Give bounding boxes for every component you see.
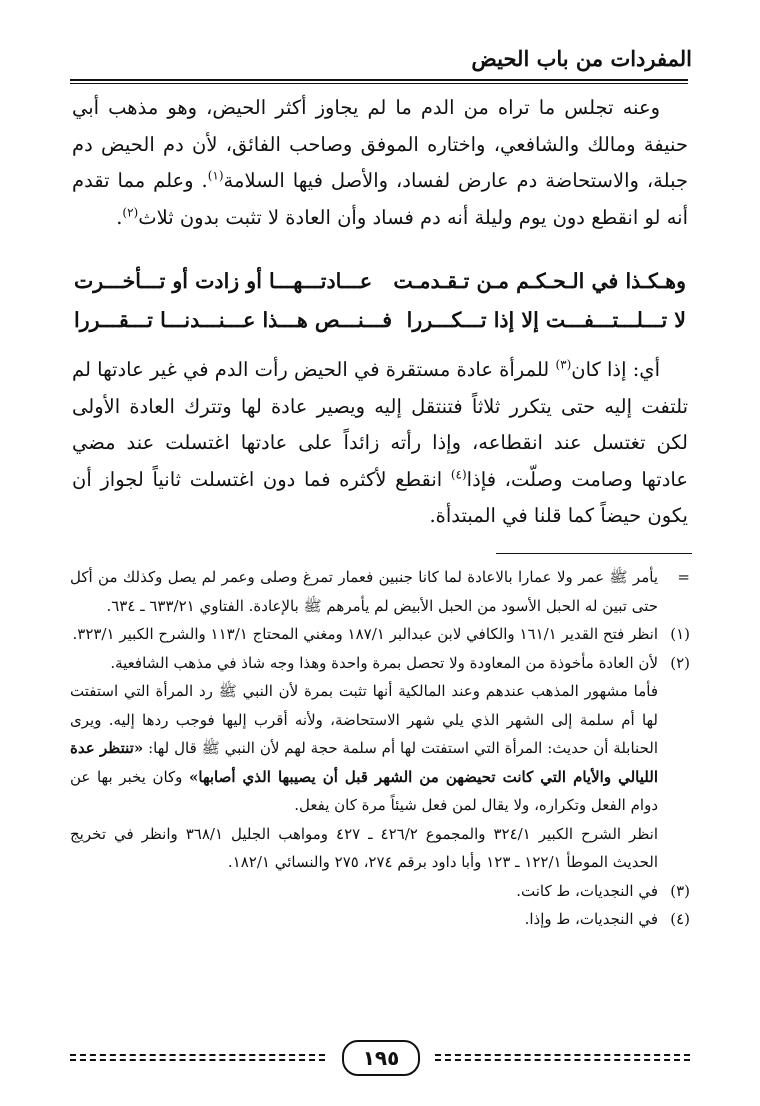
footnote-1-number: (١)	[670, 625, 690, 643]
footer-rule-right	[435, 1054, 690, 1056]
paragraph-1-end: .	[116, 205, 123, 229]
footnote-2-text: لأن العادة مأخوذة من المعاودة ولا تحصل بمرة واحدة وهذا وجه شاذ في مذهب الشافعية.	[110, 653, 658, 672]
footnotes	[70, 563, 690, 934]
footnote-4-number: (٤)	[670, 910, 690, 928]
verse-2-first-hemistich: لا تـــلـــتـــفـــت إلا إذا تـــكـــررا	[406, 308, 686, 332]
footnote-ref-4: (٤)	[450, 467, 467, 481]
footnote-ref-3: (٣)	[555, 357, 572, 372]
footnote-ref-2: (٢)	[122, 205, 139, 219]
footnote-1-text: انظر فتح القدير ١٦١/١ والكافي لابن عبدالبر ١٨٧/١ ومغني المحتاج ١١٣/١ والشرح الكبير ٣٢٣/١.	[72, 625, 658, 643]
verse-1-second-hemistich: عـــادتـــهـــا أو زادت أو تـــأخـــرت	[74, 269, 373, 293]
footnote-2-paragraph-2	[70, 677, 690, 820]
footer-rule-left-2	[70, 1059, 325, 1061]
page-footer	[70, 1040, 690, 1080]
verse-1-first-hemistich: وهـكـذا في الـحـكـم مـن تـقـدمـت	[393, 269, 686, 293]
footnote-2	[70, 649, 690, 678]
hadith-quote: «تنتظر عدة الليالي والأيام التي كانت تحيضهن من الشهر قبل أن يصيبها الذي أصابها»	[70, 739, 658, 786]
footnote-continuation	[70, 563, 690, 620]
footnote-2-number: (٢)	[670, 653, 690, 672]
explanation-text	[72, 352, 688, 535]
page-number: ١٩٥	[342, 1040, 420, 1076]
footnote-3-number: (٣)	[670, 881, 690, 900]
continuation-marker: =	[677, 568, 690, 586]
footnote-1	[70, 620, 690, 649]
explanation-text-3: انقطع لأكثره فما دون اغتسلت ثانياً لجواز أن يكون حيضاً كما قلنا في المبتدأة.	[72, 467, 688, 527]
footnote-ref-1: (١)	[207, 168, 224, 183]
paragraph-1-text: وعنه تجلس ما تراه من الدم ما لم يجاوز أكثر الحيض، وهو مذهب أبي حنيفة ومالك والشافعي، واختاره الموفق وصاحب الفائق، لأن دم الحيض دم جبلة، والاستحاضة دم عارض لفساد، والأصل فيها السلامة	[72, 96, 689, 192]
verse-2-second-hemistich: فـــنـــص هـــذا عـــنـــدنـــا تـــقـــررا	[74, 308, 393, 332]
footnote-4	[70, 905, 690, 934]
footnote-2-paragraph-3: انظر الشرح الكبير ٣٢٤/١ والمجموع ٤٢٦/٢ ـ ٤٢٧ ومواهب الجليل ٣٦٨/١ وانظر في تخريج الحديث الموطأ ١٢٢/١ ـ ١٢٣ وأبا داود برقم ٢٧٤، ٢٧٥ والنسائي ١٨٢/١.	[70, 824, 658, 871]
explanation-paragraph	[72, 352, 688, 535]
footnote-2-para-2-text-cont: وكان يخبر بها عن دوام الفعل وتكراره، ولا يقال لمن فعل شيئاً مرة كان يفعل.	[70, 767, 658, 814]
paragraph-1-text-cont: . وعلم مما تقدم أنه لو انقطع دون يوم وليلة أنه دم فساد وأن العادة لا تثبت بدون ثلاث	[72, 169, 688, 229]
footnote-3-text: في النجديات، ط كانت.	[516, 881, 658, 900]
main-text	[72, 90, 688, 236]
footnote-4-text: في النجديات، ط وإذا.	[524, 910, 658, 928]
explanation-text-2: للمرأة عادة مستقرة في الحيض رأت الدم في غير عادتها لم تلتفت إليه حتى يتكرر ثلاثاً فتنتقل إليه ويصير عادة لها وتترك العادة الأولى لكن تغتسل عند انقطاعه، وإذا رأته زائداً على عادتها اغتسلت عند مضي عادتها وصامت وصلّت، فإذا	[72, 358, 688, 491]
explanation-text-1: أي: إذا كان	[571, 358, 660, 381]
header-rule-thin	[70, 83, 688, 84]
footnote-separator	[496, 553, 692, 554]
footer-rule-right-2	[435, 1059, 690, 1061]
footnote-3	[70, 877, 690, 906]
footer-rule-left	[70, 1054, 325, 1056]
page-header-title: المفردات من باب الحيض	[471, 46, 692, 71]
footnote-2-para-2-text: فأما مشهور المذهب عندهم وعند المالكية أنها تثبت بمرة لأن النبي ﷺ رد المرأة التي استفتت لها أم سلمة إلى الشهر الذي يلي شهر الاستحاضة، ولأنه أقرب إليها فوجب ردها إليه. ويرى الحنابلة أن حديث: المرأة التي استفتت لها أم سلمة حجة لهم لأن النبي ﷺ قال لها:	[70, 682, 659, 757]
paragraph-1	[72, 90, 688, 236]
header-rule	[70, 79, 688, 81]
continuation-text: يأمر ﷺ عمر ولا عمارا بالاعادة لما كانا جنبين فعمار تمرغ وصلى وعمر لم يصل وكذلك من أكل حتى تبين له الحبل الأسود من الحبل الأبيض لم يأمرهم ﷺ بالإعادة. الفتاوي ٦٣٣/٢١ ـ ٦٣٤.	[70, 568, 658, 615]
